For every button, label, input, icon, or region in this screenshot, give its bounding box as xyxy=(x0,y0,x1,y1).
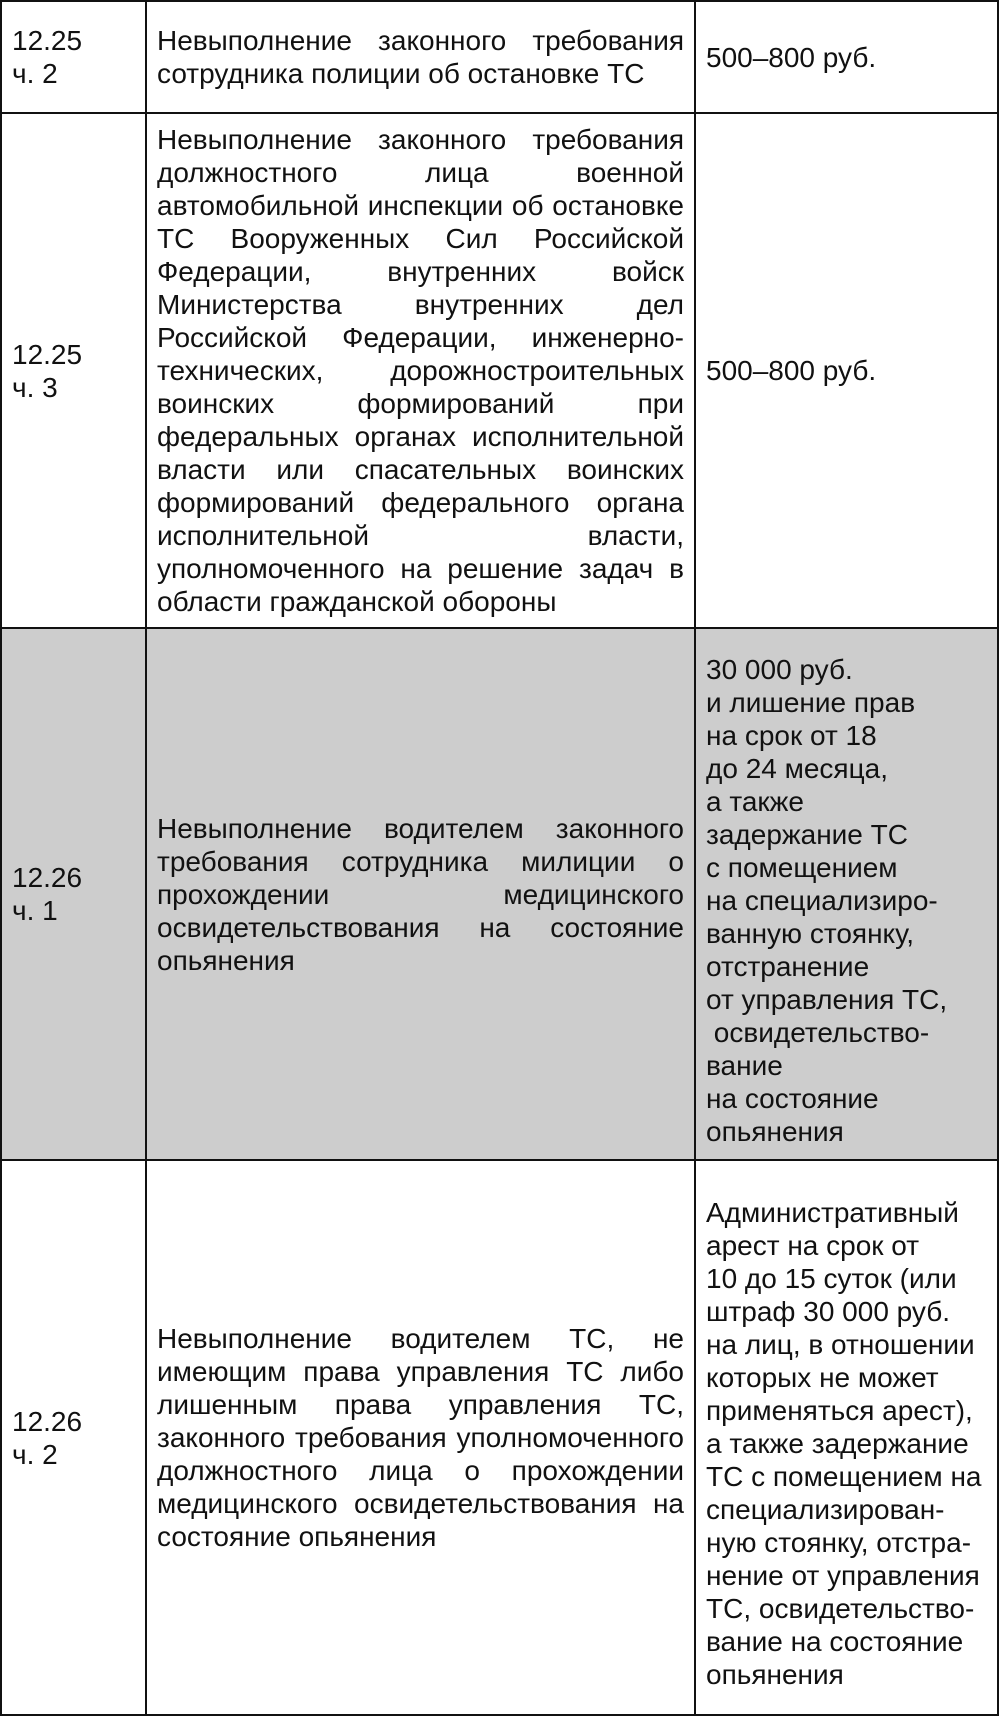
article-part: ч. 1 xyxy=(12,895,58,926)
table-row xyxy=(1,1,998,113)
penalty-line: штраф 30 000 руб. xyxy=(706,1296,951,1327)
penalty-line: на состояние xyxy=(706,1082,879,1114)
penalty-line: с помещением xyxy=(706,851,898,883)
penalty-line: которых не может xyxy=(706,1362,939,1393)
penalty-line: Административный xyxy=(706,1197,959,1228)
article-number: 12.25 xyxy=(12,338,83,370)
penalty-line: от управления ТС, xyxy=(706,983,948,1015)
penalty-line: нение от управления xyxy=(706,1560,980,1591)
article-part: ч. 3 xyxy=(12,371,58,403)
penalty-line: ТС, освидетельство- xyxy=(706,1593,975,1624)
penalty-line: вание xyxy=(706,1049,783,1081)
penalty-line: освидетельство- xyxy=(706,1016,930,1048)
article-number: 12.26 xyxy=(12,1405,83,1437)
penalty-cell xyxy=(695,113,998,628)
penalty-line: на специализиро- xyxy=(706,884,938,916)
article-part: ч. 2 xyxy=(12,1438,58,1470)
penalty-line: а также xyxy=(706,785,804,817)
penalty-line: на срок от 18 xyxy=(706,719,877,751)
violation-description: Невыполнение водителем законного требования сотрудника милиции о прохождении медицинского освидетельствования на состояние опьянения xyxy=(146,628,695,1160)
penalty-line: отстранение xyxy=(706,950,870,982)
penalty-line: опьянения xyxy=(706,1659,844,1690)
penalty-cell xyxy=(695,1,998,113)
article-part: ч. 2 xyxy=(12,58,58,89)
article-number: 12.26 xyxy=(12,862,83,893)
article-cell xyxy=(1,1160,146,1715)
penalty-line: специализирован- xyxy=(706,1494,945,1525)
article-number: 12.25 xyxy=(12,25,83,56)
penalty-line: на лиц, в отношении xyxy=(706,1329,975,1360)
penalty-line: применяться арест), xyxy=(706,1395,973,1426)
table-row xyxy=(1,628,998,1160)
penalty-line: и лишение прав xyxy=(706,686,916,718)
penalty-line: вание на состояние xyxy=(706,1626,964,1657)
penalty-line: ную стоянку, отстра- xyxy=(706,1527,972,1558)
violation-description: Невыполнение законного требования сотрудника полиции об остановке ТС xyxy=(146,1,695,113)
penalty-cell xyxy=(695,628,998,1160)
violation-description: Невыполнение законного требования должностного лица военной автомобильной инспекции об остановке ТС Вооруженных Сил Российской Федерации, внутренних войск Министерства внутренних дел Российской Федерации, инженерно-технических, дорожностроительных воинских формирований при федеральных органах исполнительной власти или спасательных воинских формирований федерального органа исполнительной власти, уполномоченного на решение задач в области гражданской обороны xyxy=(146,113,695,628)
penalty-cell xyxy=(695,1160,998,1715)
penalty-line: ТС с помещением на xyxy=(706,1461,982,1492)
article-cell xyxy=(1,628,146,1160)
table-row xyxy=(1,1160,998,1715)
penalty-line: арест на срок от xyxy=(706,1230,920,1261)
violation-description: Невыполнение водителем ТС, не имеющим права управления ТС либо лишенным права управления ТС, законного требования уполномоченного должностного лица о прохождении медицинского освидетельствования на состояние опьянения xyxy=(146,1160,695,1715)
penalty-line: задержание ТС xyxy=(706,818,908,850)
penalty-line: до 24 месяца, xyxy=(706,752,888,784)
penalty-line: а также задержание xyxy=(706,1428,969,1459)
penalty-line: 500–800 руб. xyxy=(706,41,877,73)
penalty-line: 30 000 руб. xyxy=(706,653,853,685)
penalty-line: 500–800 руб. xyxy=(706,355,877,386)
article-cell xyxy=(1,1,146,113)
article-cell xyxy=(1,113,146,628)
penalty-line: ванную стоянку, xyxy=(706,917,915,949)
penalty-line: 10 до 15 суток (или xyxy=(706,1263,957,1294)
penalty-line: опьянения xyxy=(706,1115,844,1147)
table-row xyxy=(1,113,998,628)
